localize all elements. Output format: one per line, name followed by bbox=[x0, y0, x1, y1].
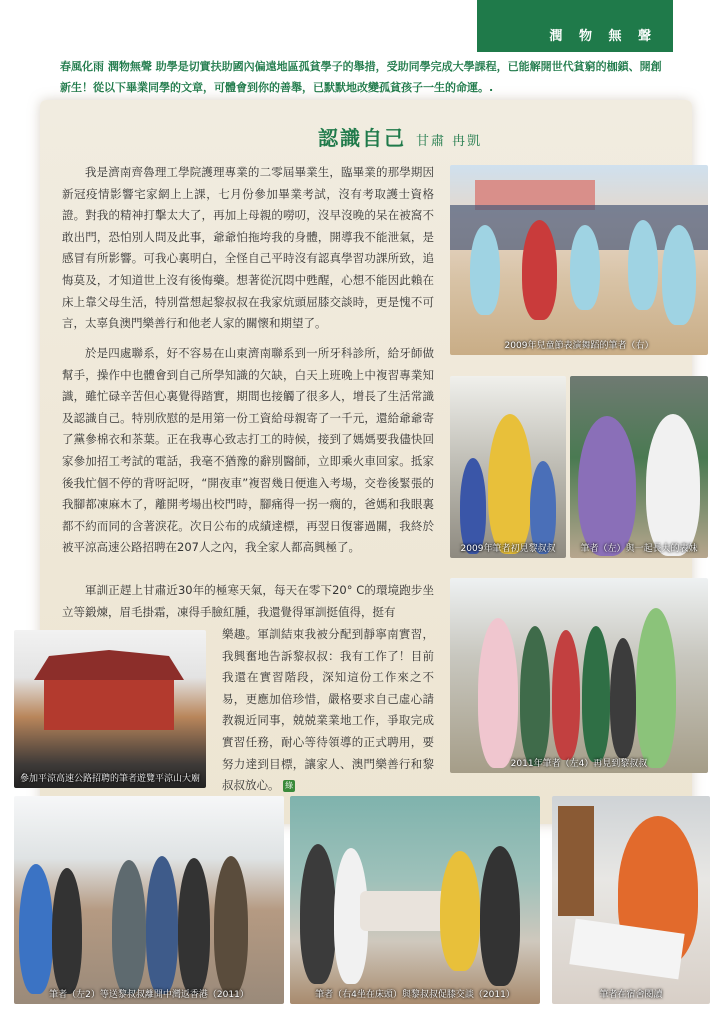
person bbox=[480, 846, 520, 986]
paragraph-1: 我是濟南齊魯理工學院護理專業的二零屆畢業生，臨畢業的那學期因新冠疫情影響宅家網上上課，七月份參加畢業考試，沒有考取護士資格證。對我的精神打擊太大了，再加上母親的嘮叨，沒早沒晚的呆在被窩不敢出門，恐怕別人問及此事，爺爺怕拖垮我的身體，開導我不能泄氣，是感冒有所影響。可我心裏明白，全怪自己平時沒有認真學習功課所致，追悔莫及，才知道世上沒有後悔藥。想著從沉悶中甦醒，心想不能因此賴在床上靠父母生活，特別當想起黎叔叔在我家炕頭屈膝交談時，更是愧不可言，太辜負澳門樂善行和他老人家的關懷和期望了。 bbox=[62, 165, 434, 331]
person bbox=[178, 858, 210, 994]
dancer bbox=[470, 225, 500, 315]
paragraph-4 bbox=[222, 624, 434, 797]
temple-gate bbox=[44, 680, 174, 730]
article-author: 甘肅 冉凱 bbox=[416, 134, 483, 149]
article-heading bbox=[318, 122, 518, 150]
photo-first-meeting bbox=[450, 376, 566, 558]
photo-caption: 2011年筆者（左4）再見到黎叔叔 bbox=[510, 759, 648, 769]
person bbox=[582, 626, 610, 762]
paragraph-3: 軍訓正趕上甘肅近30年的極寒天氣，每天在零下20° C的環境跑步坐立等鍛煉，眉毛掛霜，凍得手臉紅腫，我還覺得軍訓挺值得，挺有 bbox=[62, 583, 434, 619]
girl-purple bbox=[578, 416, 636, 556]
bookshelf bbox=[558, 806, 594, 916]
photo-reading bbox=[552, 796, 710, 1004]
photo-dance bbox=[450, 165, 708, 355]
child bbox=[460, 458, 486, 554]
photo-caption: 筆者（左）與一起長大的表妹 bbox=[580, 544, 698, 554]
photo-caption: 筆者（右4坐在床頭）與黎叔叔促膝交談（2011） bbox=[315, 990, 515, 1000]
person bbox=[610, 638, 636, 758]
dancer bbox=[628, 220, 658, 310]
photo-caption: 參加平涼高速公路招聘的筆者遊覽平涼山大廟 bbox=[19, 774, 200, 784]
photo-temple bbox=[14, 630, 206, 788]
photo-2011-meeting bbox=[450, 578, 708, 773]
end-mark-icon: 綠 bbox=[285, 780, 294, 790]
intro-text: 春風化雨 潤物無聲 助學是切實扶助國內偏遠地區孤貧學子的舉措，受助同學完成大學課程，已能解開世代貧窮的枷鎖、開創新生！從以下畢業同學的文章，可體會到你的善舉，已默默地改變孤貧孩子一生的命運。. bbox=[60, 60, 662, 94]
photo-cousin bbox=[570, 376, 708, 558]
person bbox=[300, 844, 336, 984]
person bbox=[19, 864, 53, 994]
dancer bbox=[662, 225, 696, 325]
person bbox=[214, 856, 248, 994]
person bbox=[478, 618, 518, 768]
article-title: 認識自己 bbox=[318, 126, 406, 150]
man-green-shirt bbox=[636, 608, 676, 768]
person bbox=[112, 860, 146, 994]
man-yellow-jacket bbox=[440, 851, 480, 971]
photo-caption: 筆者（左2）等送黎叔叔離開中灣返香港（2011） bbox=[49, 990, 249, 1000]
person bbox=[146, 856, 178, 994]
person bbox=[552, 630, 580, 760]
person bbox=[52, 868, 82, 994]
photo-caption: 2009年筆者初見黎叔叔 bbox=[460, 544, 556, 554]
photo-caption: 2009年兒童節表演舞蹈的筆者（右） bbox=[504, 341, 654, 351]
man-yellow-jacket bbox=[488, 414, 532, 554]
person bbox=[520, 626, 550, 766]
paragraph-4-text: 樂趣。軍訓結束我被分配到靜寧南實習，我興奮地告訴黎叔叔：我有工作了！目前我還在實習階段，深知這份工作來之不易，更應加倍珍惜，嚴格要求自己虛心請教親近同事，兢兢業業地工作，爭取完成實習任務，耐心等待領導的正式聘用，要努力達到目標，讓家人、澳門樂善行和黎叔叔放心。 bbox=[222, 627, 434, 793]
photo-bedside bbox=[290, 796, 540, 1004]
paragraph-2: 於是四處聯系，好不容易在山東濟南聯系到一所牙科診所，給牙師做幫手，操作中也體會到自己所學知識的欠缺，白天上班晚上中複習專業知識，雖忙碌辛苦但心裏覺得踏實，期間也接觸了很多人，增長了生活常識及認識自己。特別欣慰的是用第一份工資給母親寄了一千元，還給爺爺寄了黨參棉衣和茶葉。正在我專心致志打工的時候，接到了媽媽要我儘快回家參加招工考試的電話，我毫不猶豫的辭別醫師，立即乘火車回家。抵家後我忙個不停的背呀記呀，“開夜車”複習幾日便進入考場，交卷後緊張的我腳都凍麻木了，離開考場出校門時，腳痛得一拐一瘸的，爸媽和我眼裏都不約而同的含著淚花。次日公布的成績達標，再翌日復審過關，我終於被平涼高速公路招聘在207人之內，我全家人都高興極了。 bbox=[62, 346, 434, 555]
photo-farewell bbox=[14, 796, 284, 1004]
photo-caption: 筆者在宿舍閱讀 bbox=[599, 990, 663, 1000]
temple-roof bbox=[34, 650, 184, 680]
section-tag: 潤 物 無 聲 bbox=[477, 0, 673, 52]
dancer bbox=[522, 220, 557, 320]
dancer bbox=[570, 225, 600, 310]
girl-white bbox=[646, 414, 700, 556]
